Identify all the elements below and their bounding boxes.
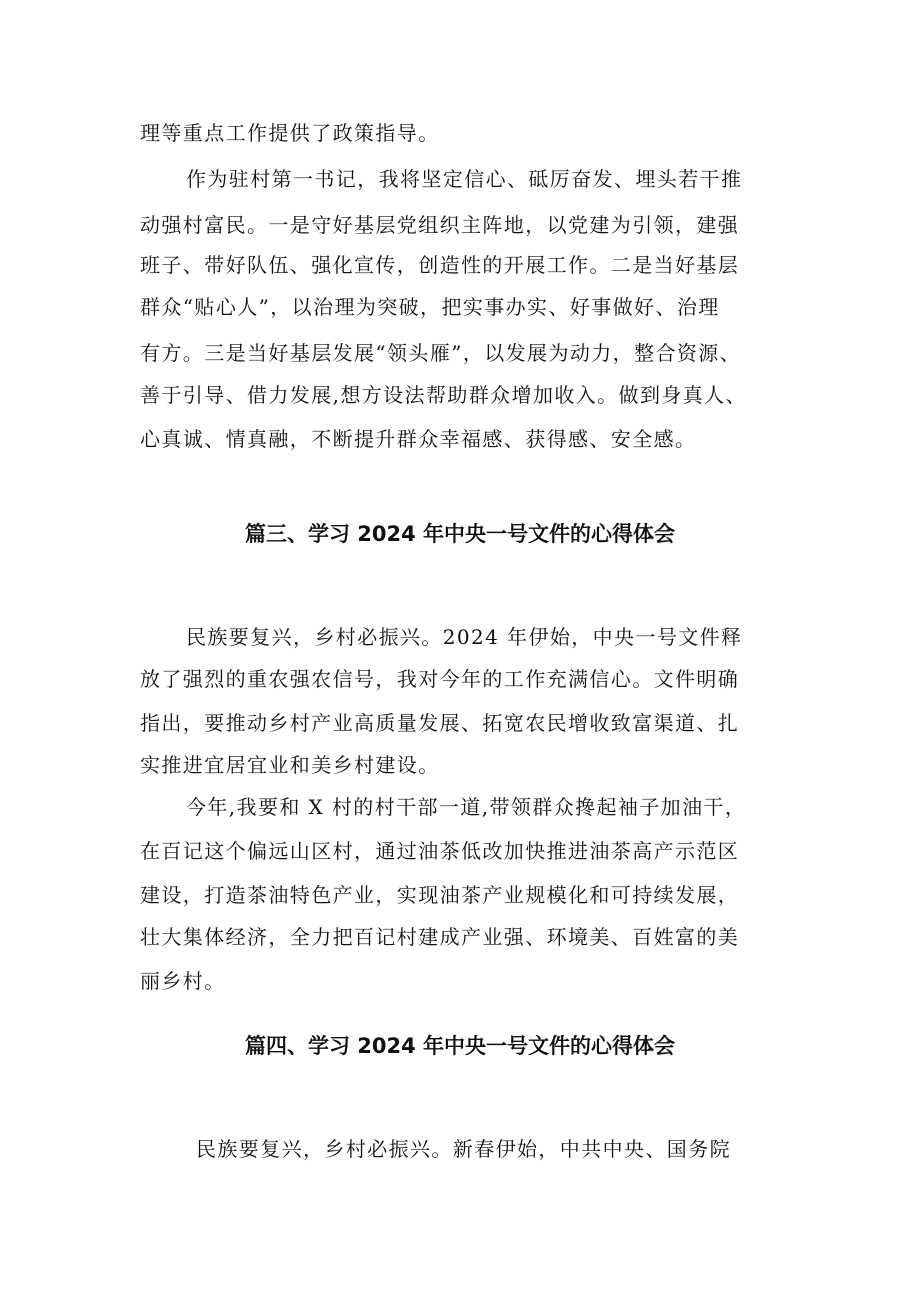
paragraph-line: 班子、带好队伍、强化宣传，创造性的开展工作。二是当好基层 — [140, 253, 740, 277]
paragraph-line: 在百记这个偏远山区村，通过油茶低改加快推进油茶高产示范区 — [140, 839, 740, 863]
paragraph-line: 丽乡村。 — [140, 969, 226, 993]
paragraph-line: 群众“贴心人”，以治理为突破，把实事办实、好事做好、治理 — [140, 295, 720, 319]
paragraph-line: 作为驻村第一书记，我将坚定信心、砥厉奋发、埋头若干推 — [186, 167, 743, 191]
paragraph-line: 善于引导、借力发展,想方设法帮助群众增加收入。做到身真人、 — [140, 383, 747, 407]
paragraph-line: 放了强烈的重农强农信号，我对今年的工作充满信心。文件明确 — [140, 667, 740, 691]
paragraph-line: 建设，打造茶油特色产业，实现油茶产业规模化和可持续发展， — [140, 883, 740, 907]
paragraph-line: 实推进宜居宜业和美乡村建设。 — [140, 753, 440, 777]
section-heading: 篇四、学习 2024 年中央一号文件的心得体会 — [244, 1034, 676, 1058]
paragraph-line: 动强村富民。一是守好基层党组织主阵地，以党建为引领，建强 — [140, 213, 740, 237]
section-heading: 篇三、学习 2024 年中央一号文件的心得体会 — [244, 522, 676, 546]
paragraph-line: 心真诚、情真融，不断提升群众幸福感、获得感、安全感。 — [140, 427, 697, 451]
paragraph-line: 理等重点工作提供了政策指导。 — [140, 121, 440, 145]
paragraph-line: 民族要复兴，乡村必振兴。新春伊始，中共中央、国务院 — [196, 1137, 731, 1161]
paragraph-line: 有方。三是当好基层发展“领头雁”，以发展为动力，整合资源、 — [140, 341, 742, 365]
paragraph-line: 今年,我要和 X 村的村干部一道,带领群众搀起袖子加油干， — [186, 795, 747, 819]
paragraph-line: 壮大集体经济，全力把百记村建成产业强、环境美、百姓富的美 — [140, 925, 740, 949]
paragraph-line: 指出，要推动乡村产业高质量发展、拓宽农民增收致富渠道、扎 — [140, 711, 740, 735]
paragraph-line: 民族要复兴，乡村必振兴。2024 年伊始，中央一号文件释 — [186, 625, 743, 649]
